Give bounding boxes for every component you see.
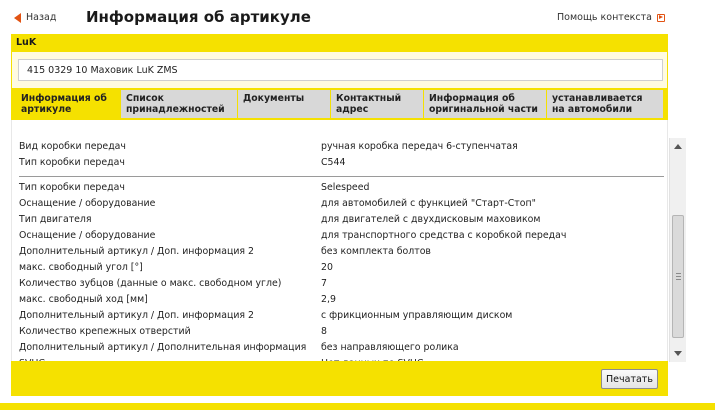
footer-bar [11,361,668,396]
attributes-table [19,141,664,374]
scroll-up-icon[interactable] [674,144,682,149]
attribute-key: Дополнительный артикул / Дополнительная информация [19,342,307,353]
scroll-thumb[interactable] [672,215,684,338]
grip-line [676,273,681,274]
attribute-key: Количество крепежных отверстий [19,326,191,337]
attribute-value: Selespeed [321,182,370,193]
back-link[interactable] [14,12,56,23]
tab-accessories-list[interactable]: Список принадлежностей [121,90,237,118]
attribute-row [19,326,664,342]
article-field: 415 0329 10 Маховик LuK ZMS [18,59,663,81]
attribute-row [19,182,664,198]
attribute-value: 2,9 [321,294,336,305]
attribute-key: макс. свободный угол [°] [19,262,143,273]
attribute-value: для автомобилей с функцией "Старт-Стоп" [321,198,536,209]
attribute-value: 7 [321,278,327,289]
attribute-row [19,141,664,157]
tab-documents[interactable]: Документы [238,90,330,118]
attribute-key: Дополнительный артикул / Доп. информация 2 [19,246,255,257]
attribute-value: ручная коробка передач 6-ступенчатая [321,141,518,152]
attribute-value: с фрикционным управляющим диском [321,310,513,321]
grip-line [676,279,681,280]
attribute-value: для транспортного средства с коробкой передач [321,230,567,241]
article-panel [11,34,668,396]
attribute-key: макс. свободный ход [мм] [19,294,148,305]
tab-original-part-info[interactable]: Информация об оригинальной части [424,90,546,118]
attribute-key: Оснащение / оборудование [19,230,156,241]
attribute-row [19,214,664,230]
back-label: Назад [26,12,57,23]
vertical-scrollbar[interactable] [669,138,686,362]
tab-article-info[interactable]: Информация об артикуле [16,90,120,118]
tab-installed-vehicles[interactable]: устанавливается на автомобили [547,90,663,118]
print-button[interactable]: Печатать [601,369,658,389]
attribute-key: Вид коробки передач [19,141,126,152]
attribute-row [19,230,664,246]
attribute-row [19,342,664,358]
context-help-link[interactable] [557,12,665,23]
attribute-row [19,294,664,310]
attribute-key: Количество зубцов (данные о макс. свободном угле) [19,278,282,289]
help-label: Помощь контекста [557,12,652,23]
attribute-value: 20 [321,262,333,273]
attribute-row [19,198,664,214]
attribute-value: без комплекта болтов [321,246,431,257]
grip-line [676,276,681,277]
tab-bar [11,88,668,120]
bottom-accent-bar [0,403,715,410]
attribute-value: C544 [321,157,346,168]
arrow-right-icon [657,14,665,22]
group-divider [19,176,664,177]
attribute-row [19,278,664,294]
attribute-value: для двигателей с двухдисковым маховиком [321,214,541,225]
attribute-row [19,262,664,278]
attribute-row [19,157,664,173]
page-title: Информация об артикуле [86,8,311,26]
attribute-row [19,310,664,326]
arrow-left-icon [14,13,21,23]
attributes-content [11,120,668,361]
scroll-down-icon[interactable] [674,351,682,356]
article-box [11,52,668,88]
brand-name: LuK [16,37,37,48]
attribute-key: Оснащение / оборудование [19,198,156,209]
attribute-key: Тип коробки передач [19,157,125,168]
attribute-row [19,246,664,262]
brand-bar [11,34,668,52]
attribute-key: Тип коробки передач [19,182,125,193]
attribute-value: 8 [321,326,327,337]
tab-contact-address[interactable]: Контактный адрес [331,90,423,118]
top-bar [0,0,715,34]
attribute-value: без направляющего ролика [321,342,459,353]
attribute-key: Дополнительный артикул / Доп. информация 2 [19,310,255,321]
attribute-key: Тип двигателя [19,214,92,225]
